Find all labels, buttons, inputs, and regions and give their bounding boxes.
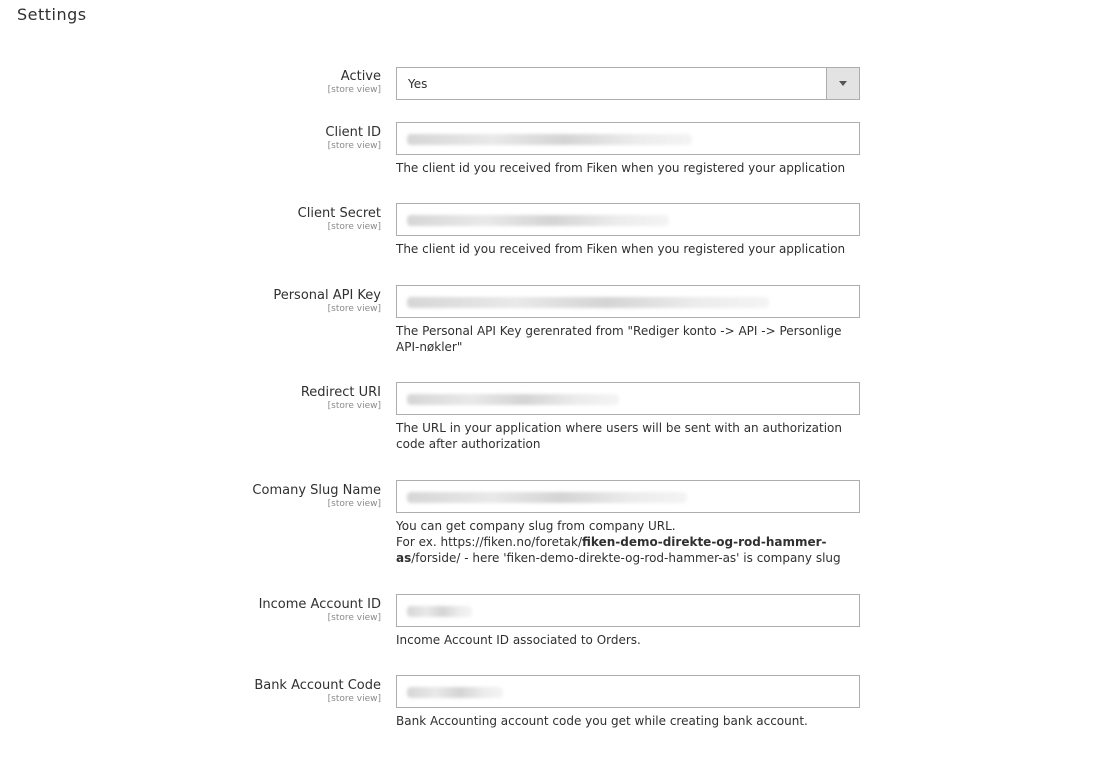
personal-api-key-note: The Personal API Key gerenrated from "Rediger konto -> API -> Personlige API-nøkler" (396, 324, 842, 354)
client-id-note: The client id you received from Fiken when you registered your application (396, 161, 846, 175)
company-slug-scope: [store view] (327, 499, 381, 509)
redacted-value (407, 215, 669, 226)
active-scope: [store view] (327, 85, 381, 95)
client-secret-note: The client id you received from Fiken when you registered your application (396, 242, 846, 256)
company-slug-label: Comany Slug Name (252, 483, 381, 498)
client-id-input[interactable] (396, 122, 860, 155)
section-title: Settings (17, 5, 87, 24)
company-slug-note-prefix: For ex. https://fiken.no/foretak/ (396, 535, 583, 549)
redacted-value (407, 687, 503, 698)
income-account-id-note: Income Account ID associated to Orders. (396, 633, 641, 647)
redirect-uri-note: The URL in your application where users will be sent with an authorization code after authorization (396, 421, 842, 451)
income-account-id-scope: [store view] (327, 613, 381, 623)
redirect-uri-input[interactable] (396, 382, 860, 415)
client-secret-input[interactable] (396, 203, 860, 236)
personal-api-key-scope: [store view] (327, 304, 381, 314)
redacted-value (407, 394, 619, 405)
client-id-label: Client ID (325, 125, 381, 140)
client-secret-label: Client Secret (297, 206, 381, 221)
redacted-value (407, 492, 687, 503)
company-slug-note-suffix: /forside/ - here 'fiken-demo-direkte-og-rod-hammer-as' is company slug (411, 551, 841, 565)
redacted-value (407, 297, 769, 308)
bank-account-code-label: Bank Account Code (254, 678, 381, 693)
chevron-down-icon (839, 81, 847, 86)
redirect-uri-label: Redirect URI (300, 385, 381, 400)
bank-account-code-note: Bank Accounting account code you get while creating bank account. (396, 714, 808, 728)
active-select-value: Yes (408, 77, 428, 91)
income-account-id-label: Income Account ID (258, 597, 381, 612)
company-slug-input[interactable] (396, 480, 860, 513)
active-label: Active (340, 69, 381, 84)
company-slug-note-bold: fiken-demo-direkte-og-rod-hammer-as (396, 535, 827, 565)
client-secret-scope: [store view] (327, 222, 381, 232)
client-id-scope: [store view] (327, 141, 381, 151)
active-select-toggle[interactable] (826, 68, 859, 99)
personal-api-key-label: Personal API Key (273, 288, 381, 303)
bank-account-code-scope: [store view] (327, 694, 381, 704)
company-slug-note (396, 518, 864, 566)
redacted-value (407, 134, 692, 145)
personal-api-key-input[interactable] (396, 285, 860, 318)
active-select[interactable] (396, 67, 860, 100)
income-account-id-input[interactable] (396, 594, 860, 627)
company-slug-note-line1: You can get company slug from company URL. (396, 519, 676, 533)
redirect-uri-scope: [store view] (327, 401, 381, 411)
redacted-value (407, 606, 472, 617)
bank-account-code-input[interactable] (396, 675, 860, 708)
